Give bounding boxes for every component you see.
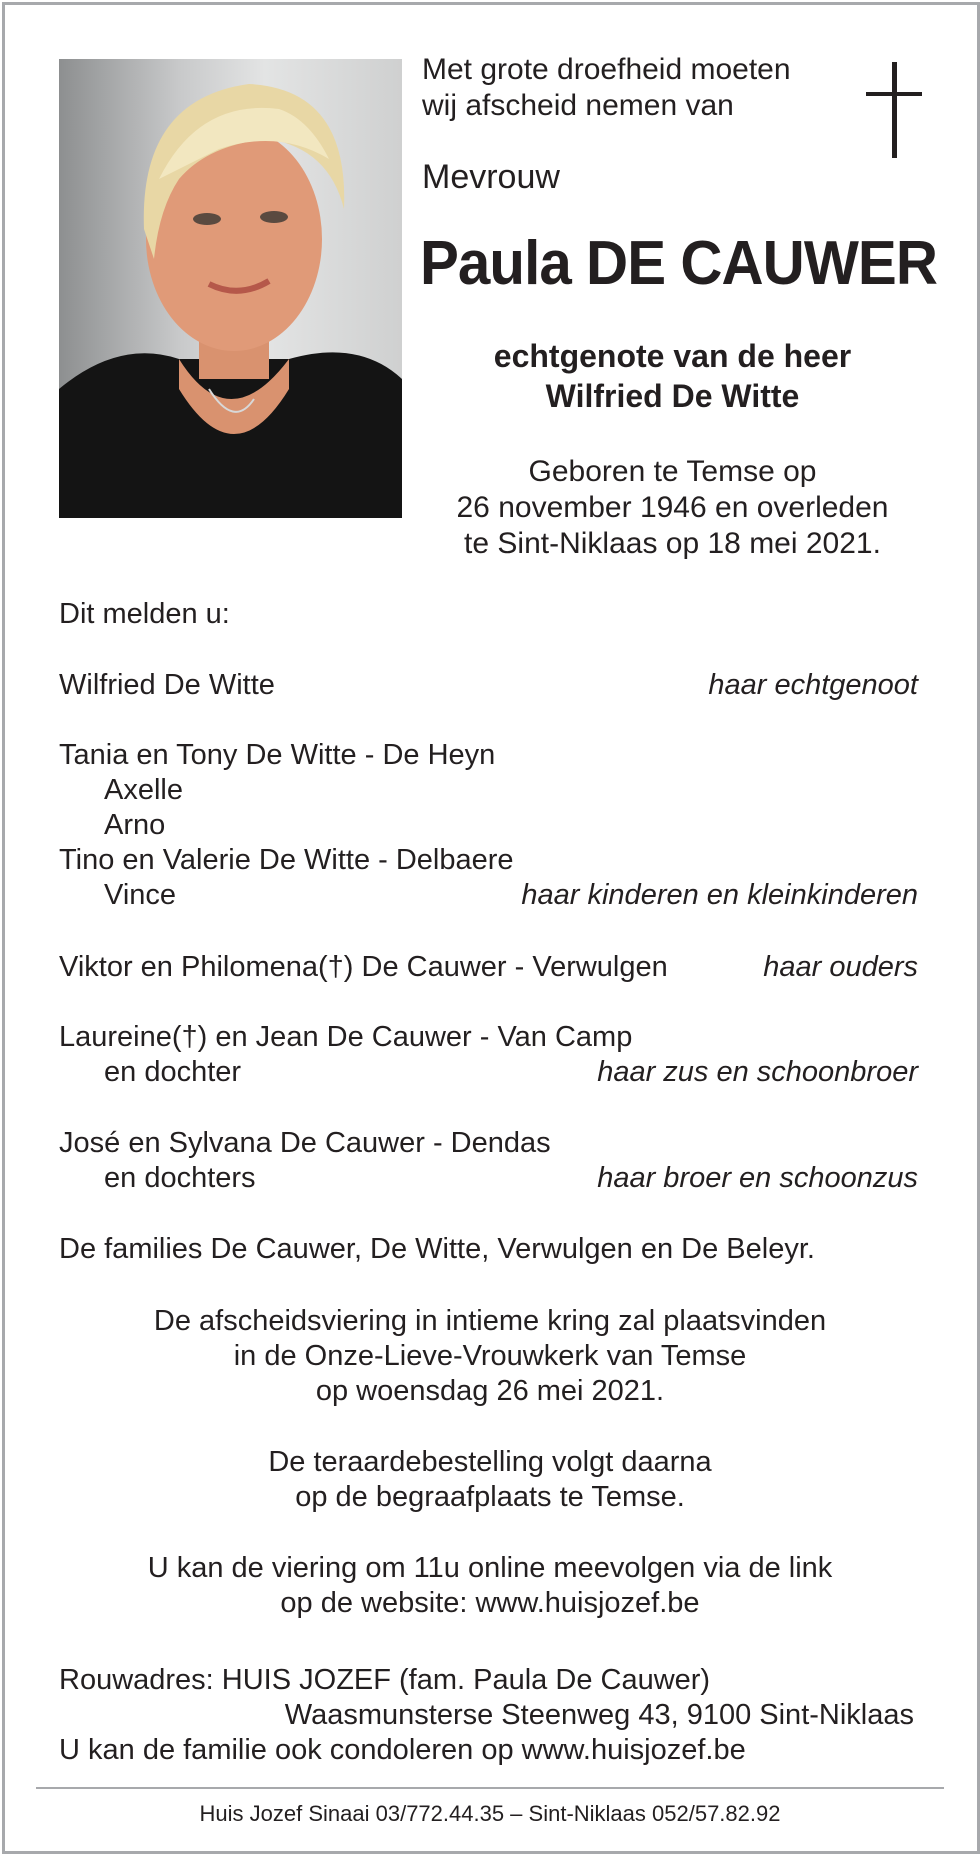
address-line: Waasmunsterse Steenweg 43, 9100 Sint-Niklaas [284,1699,914,1731]
sister-child: en dochter [104,1056,242,1088]
salutation: Mevrouw [422,158,560,196]
footer-divider [36,1787,944,1789]
condolence-line: U kan de familie ook condoleren op www.huisjozef.be [59,1734,746,1766]
child-name: Tino en Valerie De Witte - Delbaere [59,844,514,876]
spouse-text [420,336,925,416]
children-role: haar kinderen en kleinkinderen [521,879,918,911]
brother-name: José en Sylvana De Cauwer - Dendas [59,1127,551,1159]
brother-child: en dochters [104,1162,256,1194]
families-text: De families De Cauwer, De Witte, Verwulgen en De Beleyr. [59,1233,815,1265]
spouse-line: Wilfried De Witte [545,378,800,414]
ceremony-line: De afscheidsviering in intieme kring zal plaatsvinden [153,1305,827,1337]
spouse-line: echtgenote van de heer [493,338,852,374]
online-line: U kan de viering om 11u online meevolgen via de link [147,1552,833,1584]
portrait-photo [59,59,402,518]
burial-line: De teraardebestelling volgt daarna [268,1446,712,1478]
sister-role: haar zus en schoonbroer [597,1056,918,1088]
deceased-name: Paula DE CAUWER [420,229,937,298]
grandchild-name: Vince [104,879,177,911]
sister-name: Laureine(†) en Jean De Cauwer - Van Camp [59,1021,633,1053]
intro-text [422,52,791,124]
birth-death-text [420,454,925,562]
ceremony-line: in de Onze-Lieve-Vrouwkerk van Temse [233,1340,747,1372]
birth-line: Geboren te Temse op [528,455,817,488]
birth-line: 26 november 1946 en overleden [456,491,889,524]
announce-text: Dit melden u: [59,598,230,630]
brother-role: haar broer en schoonzus [597,1162,918,1194]
child-name: Tania en Tony De Witte - De Heyn [59,739,496,771]
parents-role: haar ouders [763,951,918,983]
cross-icon [866,62,922,158]
address-line: Rouwadres: HUIS JOZEF (fam. Paula De Cauwer) [59,1664,711,1696]
parents-name: Viktor en Philomena(†) De Cauwer - Verwulgen [59,951,668,983]
ceremony-line: op woensdag 26 mei 2021. [315,1375,665,1407]
intro-line: Met grote droefheid moeten [422,53,791,86]
online-line: op de website: www.huisjozef.be [280,1587,700,1619]
burial-line: op de begraafplaats te Temse. [295,1481,685,1513]
husband-role: haar echtgenoot [708,669,918,701]
footer-text: Huis Jozef Sinaai 03/772.44.35 – Sint-Niklaas 052/57.82.92 [199,1801,781,1826]
birth-line: te Sint-Niklaas op 18 mei 2021. [464,527,881,560]
intro-line: wij afscheid nemen van [422,89,734,122]
grandchild-name: Arno [104,809,166,841]
husband-name: Wilfried De Witte [59,669,275,701]
grandchild-name: Axelle [104,774,183,806]
